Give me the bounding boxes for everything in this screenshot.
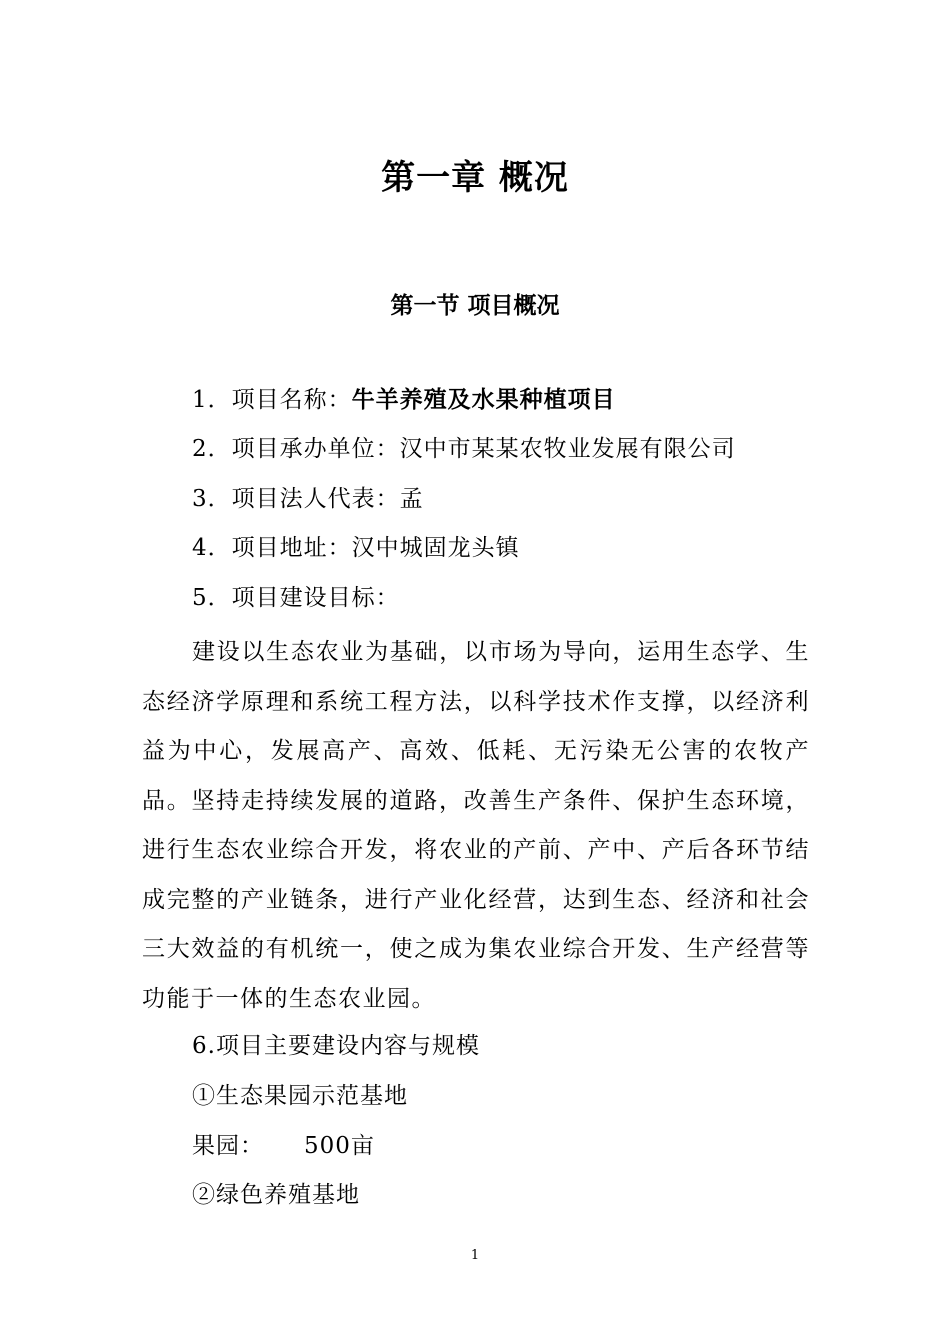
legal-representative-value: 孟 [399, 486, 424, 512]
item-label: 项目建设目标： [231, 585, 400, 611]
livestock-base-line: ②绿色养殖基地 [192, 1182, 360, 1208]
orchard-area-line [192, 1126, 375, 1166]
project-address-line [192, 528, 520, 568]
construction-goal-paragraph: 建设以生态农业为基础，以市场为导向，运用生态学、生态经济学原理和系统工程方法，以科学技术作支撑，以经济利益为中心，发展高产、高效、低耗、无污染无公害的农牧产品。坚持走持续发展的道路，改善生产条件、保护生态环境，进行生态农业综合开发，将农业的产前、产中、产后各环节结成完整的产业链条，进行产业化经营，达到生态、经济和社会三大效益的有机统一，使之成为集农业综合开发、生产经营等功能于一体的生态农业园。 [142, 639, 810, 1012]
item-number: 2． [192, 436, 232, 462]
construction-goal-line [192, 578, 400, 618]
project-name-value: 牛羊养殖及水果种植项目 [351, 387, 616, 413]
item-label: 项目名称： [231, 387, 352, 413]
orchard-value: 500亩 [304, 1133, 375, 1159]
item-number: 3． [192, 486, 232, 512]
project-undertaker-value: 汉中市某某农牧业发展有限公司 [399, 436, 736, 462]
orchard-label: 果园： [192, 1133, 264, 1159]
project-name-line [192, 380, 616, 420]
project-undertaker-line [192, 429, 736, 469]
orchard-base-line: ①生态果园示范基地 [192, 1083, 408, 1109]
item-label: 项目地址： [231, 535, 352, 561]
section-title: 第一节 项目概况 [390, 293, 560, 319]
item-label: 项目法人代表： [231, 486, 400, 512]
scale-heading: 6.项目主要建设内容与规模 [192, 1033, 480, 1059]
chapter-title: 第一章 概况 [381, 158, 569, 198]
item-number: 5． [192, 585, 232, 611]
page-number: 1 [470, 1248, 480, 1263]
item-number: 4． [192, 535, 232, 561]
item-number: 1． [192, 387, 232, 413]
legal-representative-line [192, 479, 424, 519]
item-label: 项目承办单位： [231, 436, 400, 462]
project-address-value: 汉中城固龙头镇 [351, 535, 520, 561]
